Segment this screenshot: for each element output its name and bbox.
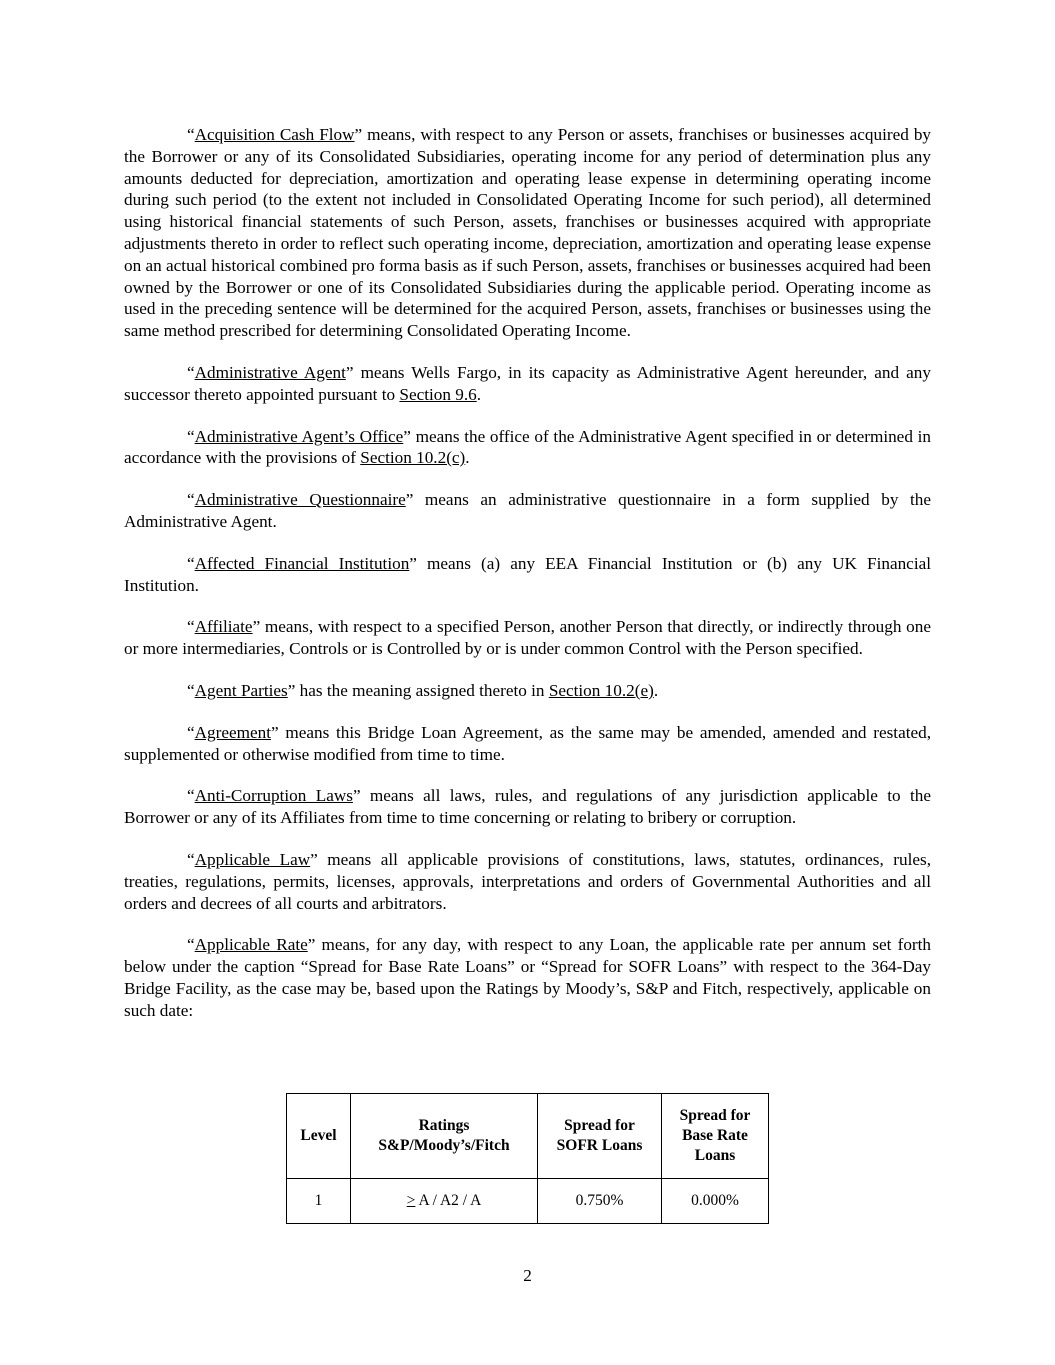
header-spread-sofr: Spread for SOFR Loans	[538, 1094, 662, 1179]
header-ratings: Ratings S&P/Moody’s/Fitch	[351, 1094, 538, 1179]
applicable-rate-table	[286, 1093, 769, 1224]
definition-text-end: .	[465, 448, 470, 468]
open-quote: “	[187, 426, 195, 446]
defined-term: Affiliate	[194, 617, 253, 637]
definition-applicable-law	[124, 849, 931, 914]
open-quote: “	[187, 849, 195, 869]
section-reference: Section 10.2(e)	[548, 680, 654, 700]
definition-text: ” means, for any day, with respect to any Loan, the applicable rate per annum set forth below under the caption “Spread for Base Rate Loans” or “Spread for SOFR Loans” with respect to the 364-Day Bridge Facility, as the case may be, based upon the Ratings by Moody’s, S&P and Fitch, respectively, applicable on such date:	[124, 935, 932, 1020]
open-quote: “	[187, 490, 195, 510]
greater-or-equal-symbol: >	[406, 1192, 416, 1210]
open-quote: “	[187, 935, 195, 955]
open-quote: “	[187, 786, 195, 806]
defined-term: Administrative Agent’s Office	[194, 426, 404, 446]
definition-anti-corruption-laws	[124, 785, 931, 829]
defined-term: Administrative Agent	[194, 362, 346, 382]
open-quote: “	[187, 680, 195, 700]
defined-term: Applicable Rate	[194, 935, 308, 955]
definition-text: ” means an administrative questionnaire in a form supplied by the Administrative Agent.	[124, 490, 931, 531]
definition-text-end: .	[476, 384, 482, 404]
cell-spread-sofr: 0.750%	[538, 1179, 662, 1224]
definition-text: ” means all applicable provisions of constitutions, laws, statutes, ordinances, rules, treaties, regulations, permits, licenses, approvals, interpretations and orders of Governmental Authorities and all orders and decrees of all courts and arbitrators.	[124, 849, 931, 913]
open-quote: “	[187, 362, 195, 382]
definition-text: ” means, with respect to a specified Person, another Person that directly, or indirectly through one or more intermediaries, Controls or is Controlled by or is under common Control with the Person specified.	[124, 617, 931, 659]
definition-administrative-agents-office	[124, 426, 931, 470]
open-quote: “	[187, 722, 195, 742]
header-spread-base-rate: Spread for Base Rate Loans	[662, 1094, 769, 1179]
open-quote: “	[187, 125, 195, 144]
definition-text-end: .	[653, 680, 659, 700]
defined-term: Applicable Law	[194, 849, 311, 869]
definition-acquisition-cash-flow	[124, 124, 931, 342]
defined-term: Acquisition Cash Flow	[194, 125, 355, 144]
definition-text: ” means Wells Fargo, in its capacity as Administrative Agent hereunder, and any successor thereto appointed pursuant to	[124, 362, 931, 404]
definition-text: ” means the office of the Administrative Agent specified in or determined in accordance with the provisions of	[124, 426, 931, 468]
definition-text: ” means this Bridge Loan Agreement, as the same may be amended, amended and restated, supplemented or otherwise modified from time to time.	[124, 722, 931, 764]
cell-spread-base-rate: 0.000%	[662, 1179, 769, 1224]
applicable-rate-table-container	[286, 1093, 769, 1224]
definition-text: ” means, with respect to any Person or assets, franchises or businesses acquired by the Borrower or any of its Consolidated Subsidiaries, operating income for any period of determination plus any amounts deducted for depreciation, amortization and operating lease expense in determining operating income during such period (to the extent not included in Consolidated Operating Income for such period), all determined using historical financial statements of such Person, assets, franchises or businesses acquired with appropriate adjustments thereto in order to reflect such operating income, depreciation, amortization and operating lease expense on an actual historical combined pro forma basis as if such Person, assets, franchises or businesses acquired had been owned by the Borrower or one of its Consolidated Subsidiaries during the applicable period. Operating income as used in the preceding sentence will be determined for the acquired Person, assets, franchises or businesses using the same method prescribed for determining Consolidated Operating Income.	[124, 125, 932, 341]
definition-administrative-questionnaire	[124, 489, 931, 533]
definition-text: ” has the meaning assigned thereto in	[287, 680, 549, 700]
section-reference: Section 10.2(c)	[360, 448, 466, 468]
page-number: 2	[523, 1266, 532, 1285]
open-quote: “	[187, 553, 195, 573]
table-row	[287, 1179, 769, 1224]
cell-ratings	[351, 1179, 538, 1224]
open-quote: “	[187, 617, 195, 637]
definition-applicable-rate	[124, 934, 931, 1021]
definition-text: ” means (a) any EEA Financial Institution or (b) any UK Financial Institution.	[124, 553, 931, 595]
definition-affected-financial-institution	[124, 553, 931, 597]
definition-agreement	[124, 722, 931, 766]
definition-administrative-agent	[124, 362, 931, 406]
defined-term: Agent Parties	[194, 680, 288, 700]
header-level: Level	[287, 1094, 351, 1179]
definition-affiliate	[124, 616, 931, 660]
section-reference: Section 9.6	[399, 384, 477, 404]
definition-agent-parties	[124, 680, 931, 702]
defined-term: Anti-Corruption Laws	[194, 786, 353, 806]
table-header-row	[287, 1094, 769, 1179]
definition-text: ” means all laws, rules, and regulations of any jurisdiction applicable to the Borrower or any of its Affiliates from time to time concerning or relating to bribery or corruption.	[124, 786, 931, 828]
defined-term: Administrative Questionnaire	[194, 490, 406, 510]
ratings-value: A / A2 / A	[415, 1192, 482, 1210]
defined-term: Agreement	[194, 722, 271, 742]
cell-level: 1	[287, 1179, 351, 1224]
defined-term: Affected Financial Institution	[194, 553, 410, 573]
document-body	[124, 124, 931, 1042]
